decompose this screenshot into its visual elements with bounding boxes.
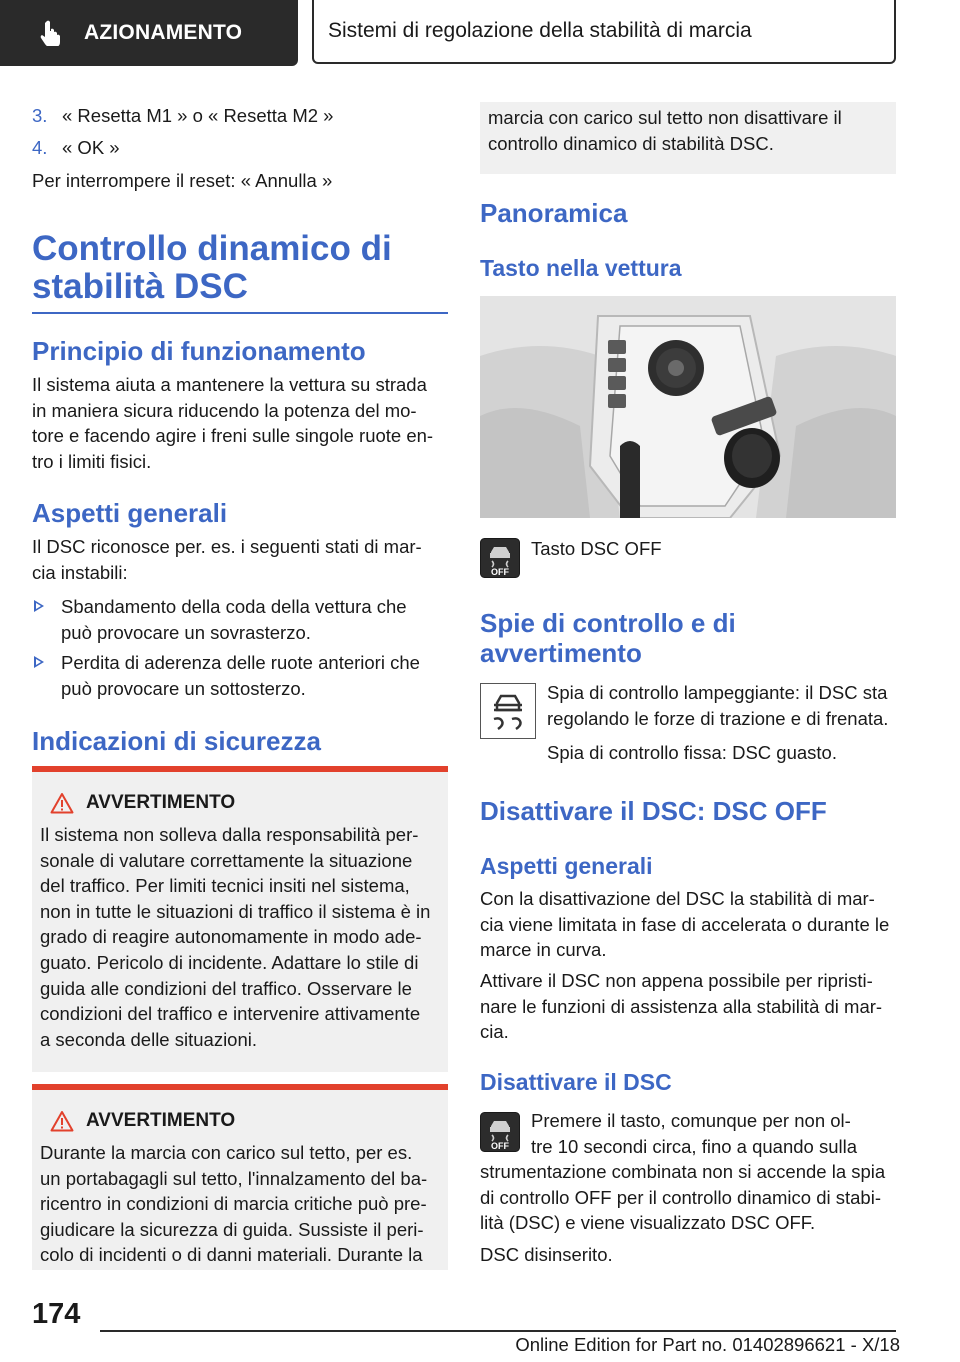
text-line: può provocare un sovrasterzo. [61,621,311,643]
step-text: « OK » [62,137,120,158]
triangle-bullet-icon [34,600,44,612]
page-header [0,0,960,66]
text-line: guida alle condizioni del traffico. Osservare le [40,977,412,999]
text-line: giudicare la sicurezza di guida. Sussiste il peri‐ [40,1218,424,1240]
dsc-disengaged-text: DSC disinserito. [480,1244,613,1265]
warning-continuation-box [480,102,896,174]
text-line: Spia di controllo lampeggiante: il DSC sta [547,682,888,703]
text-line: in maniera sicura riducendo la potenza del mo‐ [32,399,417,421]
text-line: strumentazione combinata non si accende la spia [480,1161,886,1182]
warning-triangle-icon [50,792,74,814]
section-title: AZIONAMENTO [84,21,243,44]
text-line: marcia con carico sul tetto non disattivare il [488,107,842,128]
center-console-photo [480,296,896,518]
dsc-off-button-icon [480,538,520,578]
section-tab [0,0,298,66]
page-number: 174 [32,1298,81,1330]
warning-title-text: AVVERTIMENTO [86,1110,236,1131]
step-number: 3. [32,105,48,126]
icon-off-label: OFF [491,1141,509,1151]
text-line: tro i limiti fisici. [32,450,152,472]
principle-heading: Principio di funzionamento [32,336,366,366]
text-line: di controllo OFF per il controllo dinamico di stabi‐ [480,1186,881,1208]
dsc-warning-light-icon [480,683,536,739]
step-text: « Resetta M1 » o « Resetta M2 » [62,105,334,126]
dsc-off-button-icon [480,1112,520,1152]
text-line: Premere il tasto, comunque per non ol‐ [531,1110,851,1131]
warning-triangle-icon [50,1110,74,1132]
title-divider [32,312,448,314]
text-line: nare le funzioni di assistenza alla stabilità di mar‐ [480,995,883,1017]
text-line: a seconda delle situazioni. [40,1028,258,1050]
text-line: cia instabili: [32,561,128,583]
warning-box-2 [32,1084,448,1270]
right-general-paragraph [480,886,896,963]
text-line: controllo dinamico di stabilità DSC. [488,133,774,154]
lights-description [547,680,897,766]
chapter-title: Sistemi di regolazione della stabilità di marcia [312,0,896,64]
text-line: lità (DSC) e viene visualizzato DSC OFF. [480,1212,816,1233]
overview-heading: Panoramica [480,198,628,228]
lights-heading-line-2: avvertimento [480,638,642,668]
general-heading: Aspetti generali [32,498,228,528]
text-line: Con la disattivazione del DSC la stabilità di mar‐ [480,888,875,909]
press-paragraph-top [531,1108,897,1159]
text-line: cia. [480,1021,509,1042]
text-line: tore e facendo agire i freni sulle singole ruote en‐ [32,425,434,446]
list-item [32,594,448,645]
edition-note: Online Edition for Part no. 01402896621 - X/18 [515,1334,900,1355]
text-line: del traffico. Per limiti tecnici insiti nel sistema, [40,875,410,897]
page-title-line-2: stabilità DSC [32,267,248,306]
warning-title-text: AVVERTIMENTO [86,792,236,813]
text-line: Spia di controllo fissa: DSC guasto. [547,742,837,763]
button-heading: Tasto nella vettura [480,255,682,281]
activate-paragraph [480,968,896,1045]
text-line: guato. Pericolo di incidente. Adattare lo stile di [40,951,419,973]
text-line: grado di reagire autonomamente in modo ade‐ [40,926,422,948]
triangle-bullet-icon [34,656,44,668]
warning-title [50,1110,440,1132]
text-line: cia viene limitata in fase di accelerata o durante le [480,913,890,935]
right-general-heading: Aspetti generali [480,853,653,879]
deactivate-subheading: Disattivare il DSC [480,1069,672,1095]
text-line: regolando le forze di trazione e di frenata. [547,707,889,729]
text-line: condizioni del traffico e intervenire attivamente [40,1003,421,1025]
press-paragraph-bottom [480,1159,896,1236]
text-line: non in tutte le situazioni di traffico il sistema è in [40,900,431,922]
text-line: Perdita di aderenza delle ruote anteriori che [61,652,420,673]
warning-box-1 [32,766,448,1072]
button-caption: Tasto DSC OFF [531,538,662,559]
hand-pointer-icon [40,20,62,46]
footer-divider [100,1330,896,1332]
step-4 [32,136,120,160]
icon-off-label: OFF [491,567,509,577]
text-line: un portabagagli sul tetto, l'innalzamento del ba‐ [40,1167,428,1189]
step-number: 4. [32,137,48,158]
general-paragraph [32,534,448,585]
step-3 [32,104,333,128]
text-line: Il sistema aiuta a mantenere la vettura su strada [32,374,427,395]
interrupt-text: Per interrompere il reset: « Annulla » [32,170,333,191]
list-item [32,650,448,701]
warning-title [50,792,440,814]
text-line: ricentro in condizioni di marcia critiche può pre‐ [40,1193,427,1215]
deactivate-heading: Disattivare il DSC: DSC OFF [480,796,827,826]
text-line: colo di incidenti o di danni materiali. Durante la [40,1244,423,1266]
safety-heading: Indicazioni di sicurezza [32,726,321,756]
text-line: sonale di valutare correttamente la situazione [40,849,413,871]
principle-paragraph [32,372,448,474]
text-line: marce in curva. [480,939,607,960]
text-line: Attivare il DSC non appena possibile per ripristi‐ [480,970,873,991]
text-line: Durante la marcia con carico sul tetto, per es. [40,1142,413,1163]
text-line: Il DSC riconosce per. es. i seguenti stati di mar‐ [32,536,422,557]
text-line: può provocare un sottosterzo. [61,677,306,699]
text-line: Il sistema non solleva dalla responsabilità per‐ [40,824,419,845]
text-line: Sbandamento della coda della vettura che [61,596,407,617]
lights-heading-line-1: Spie di controllo e di [480,608,736,638]
text-line: tre 10 secondi circa, fino a quando sulla [531,1135,858,1157]
page-title-line-1: Controllo dinamico di [32,229,392,268]
